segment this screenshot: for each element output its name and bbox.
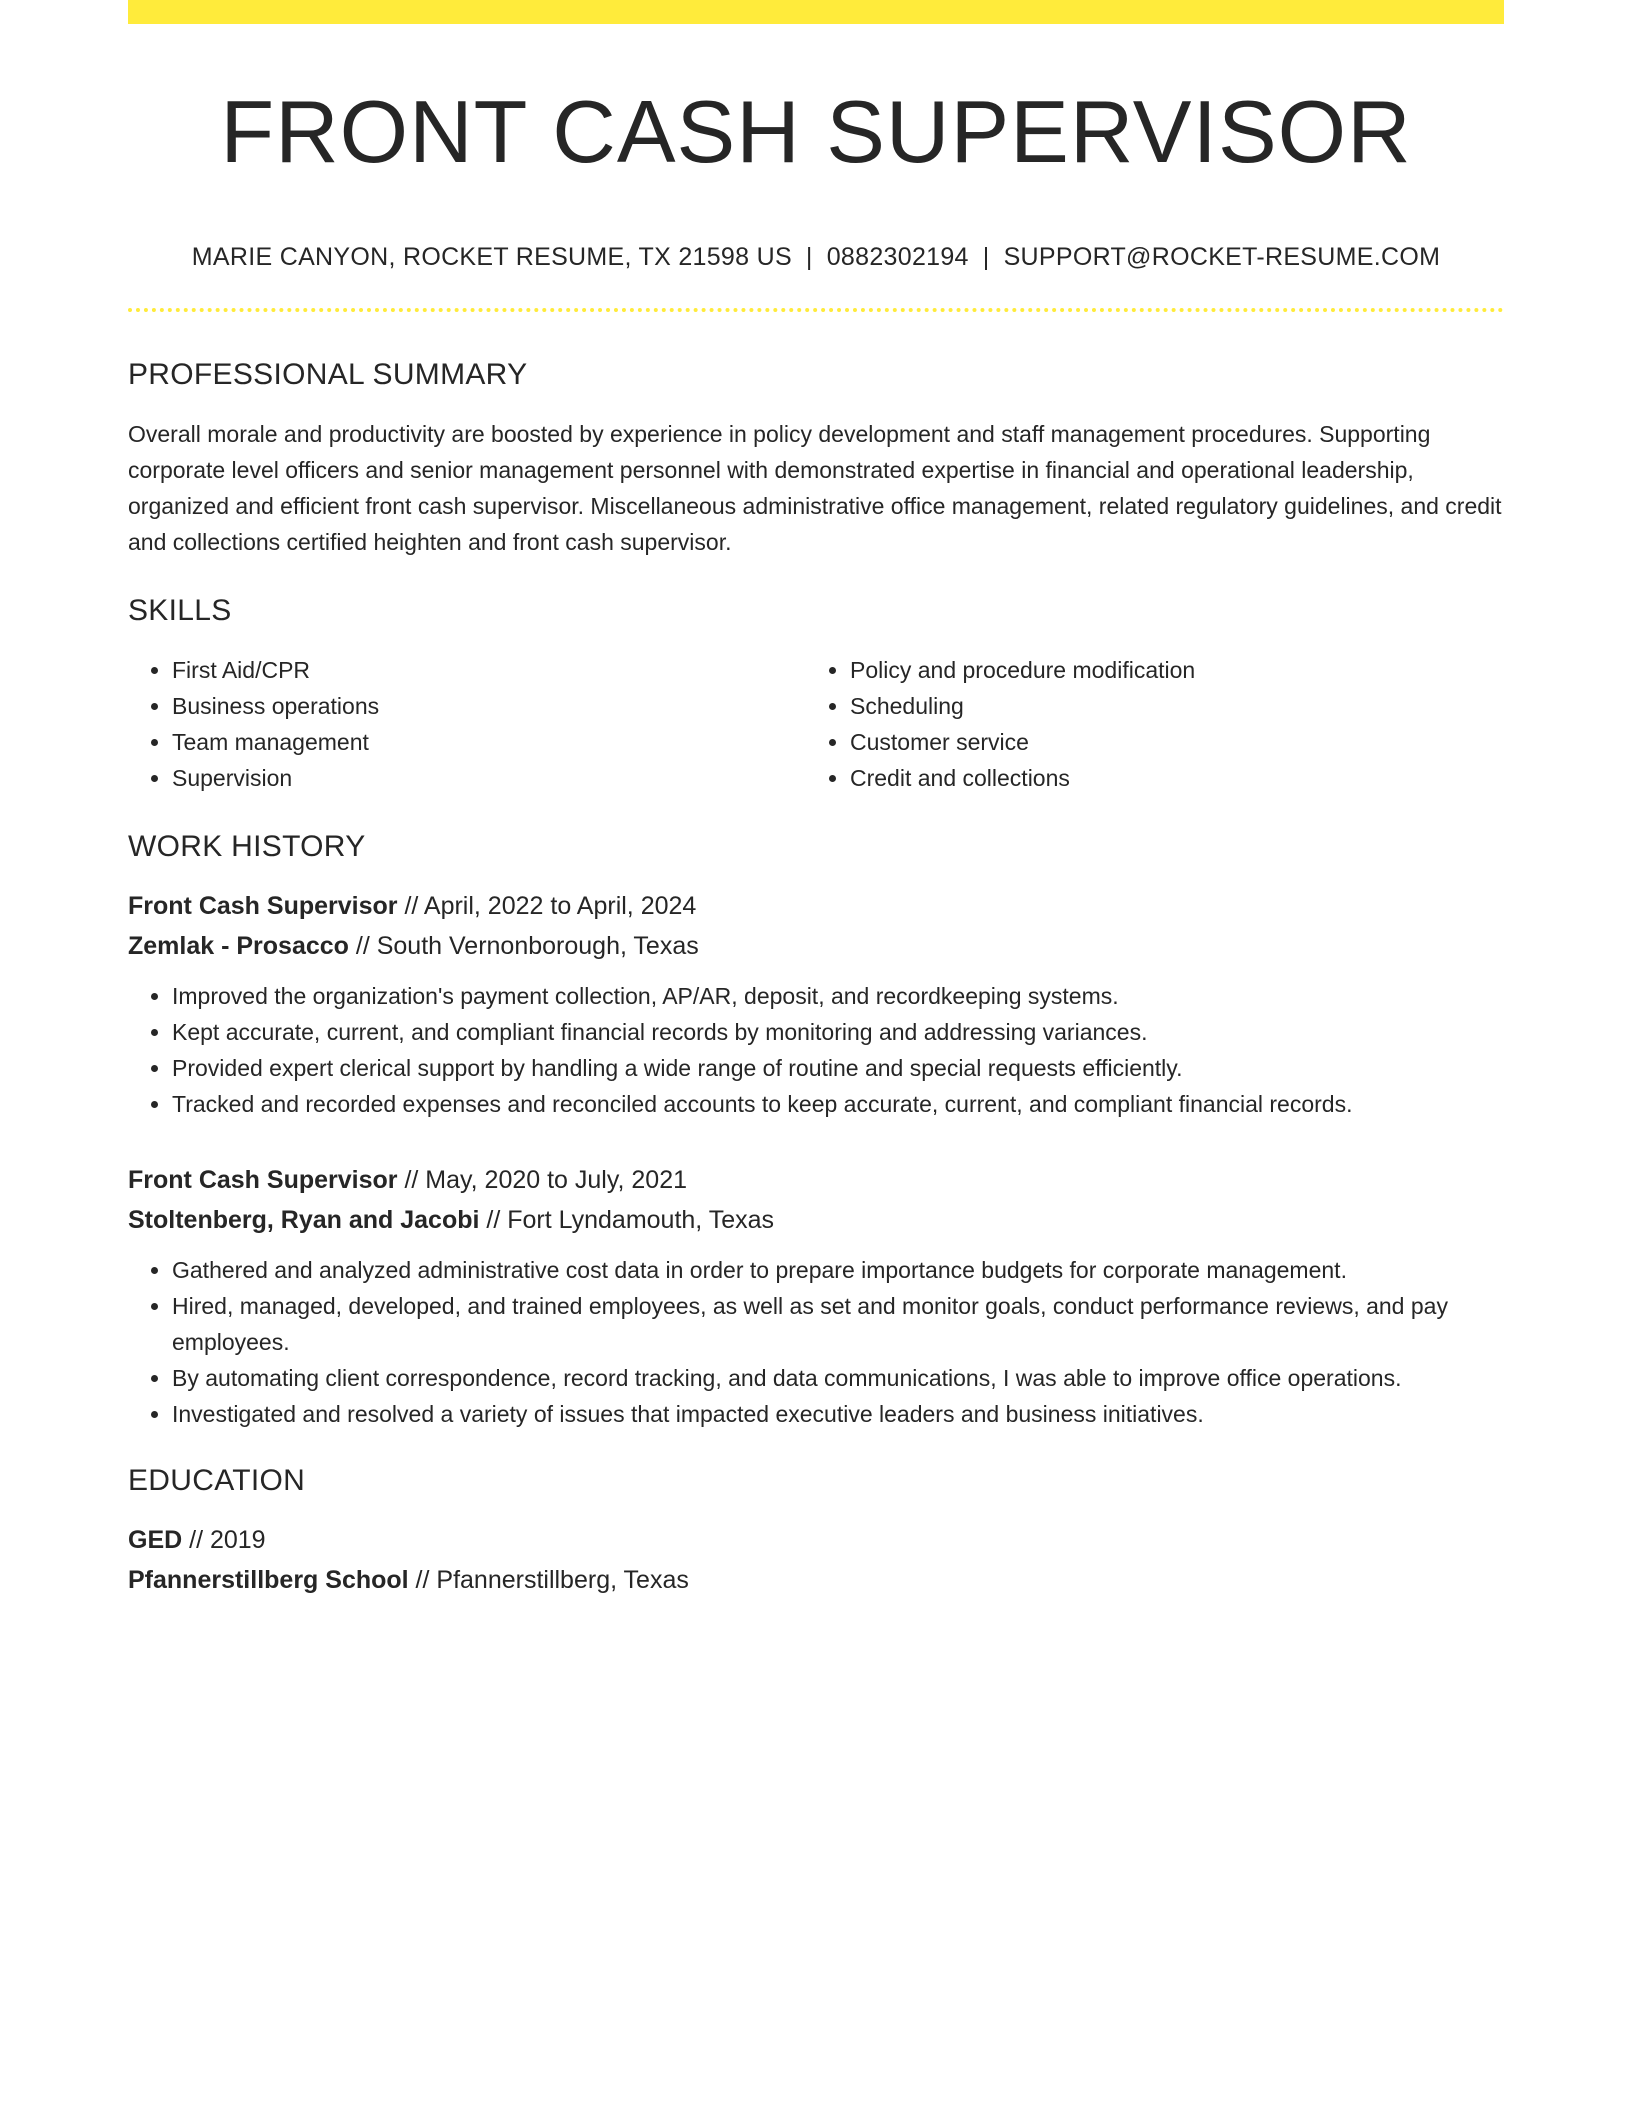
work-history-heading: WORK HISTORY	[128, 829, 366, 863]
education-heading: EDUCATION	[128, 1463, 306, 1497]
skill-item: • Policy and procedure modification	[850, 652, 1484, 688]
contact-address: MARIE CANYON, ROCKET RESUME, TX 21598 US	[191, 242, 792, 271]
skills-list	[128, 652, 1504, 796]
job-bullet: • Tracked and recorded expenses and reconciled accounts to keep accurate, current, and compliant financial records.	[172, 1086, 1504, 1122]
job-bullet: • Kept accurate, current, and compliant financial records by monitoring and addressing variances.	[172, 1014, 1504, 1050]
job-dates: // May, 2020 to July, 2021	[397, 1165, 688, 1194]
job-bullet: • Improved the organization's payment collection, AP/AR, deposit, and recordkeeping systems.	[172, 978, 1504, 1014]
job-bullet: • Hired, managed, developed, and trained employees, as well as set and monitor goals, conduct performance reviews, and pay employees.	[172, 1288, 1504, 1360]
skill-item: • First Aid/CPR	[172, 652, 806, 688]
job-title: Front Cash Supervisor	[128, 1165, 398, 1194]
resume-title: FRONT CASH SUPERVISOR	[220, 82, 1412, 181]
job-company-line	[128, 926, 1504, 966]
job-company: Zemlak - Prosacco	[128, 931, 349, 960]
job-company: Stoltenberg, Ryan and Jacobi	[128, 1205, 480, 1234]
skill-item: • Customer service	[850, 724, 1484, 760]
header-divider	[128, 308, 1504, 312]
education-school-line	[128, 1560, 1504, 1600]
job-title: Front Cash Supervisor	[128, 891, 398, 920]
skill-item: • Supervision	[172, 760, 806, 796]
job-location: // South Vernonborough, Texas	[348, 931, 699, 960]
job-bullet: • Provided expert clerical support by handling a wide range of routine and special requests efficiently.	[172, 1050, 1504, 1086]
skill-item: • Team management	[172, 724, 806, 760]
job-bullet: • Gathered and analyzed administrative cost data in order to prepare importance budgets for corporate management.	[172, 1252, 1504, 1288]
contact-separator: |	[982, 242, 990, 271]
skills-heading: SKILLS	[128, 593, 232, 627]
job-dates: // April, 2022 to April, 2024	[397, 891, 697, 920]
skill-item: • Credit and collections	[850, 760, 1484, 796]
skills-column-right	[806, 652, 1484, 796]
summary-heading: PROFESSIONAL SUMMARY	[128, 357, 528, 391]
education-degree: GED	[128, 1525, 183, 1554]
education-year: // 2019	[182, 1525, 266, 1554]
education-degree-line	[128, 1520, 1504, 1560]
job-bullets	[128, 978, 1504, 1122]
top-accent-bar	[128, 0, 1504, 24]
contact-line	[128, 243, 1504, 272]
job-company-line	[128, 1200, 1504, 1240]
job-bullet: • By automating client correspondence, record tracking, and data communications, I was able to improve office operations.	[172, 1360, 1504, 1396]
job-bullet: • Investigated and resolved a variety of issues that impacted executive leaders and business initiatives.	[172, 1396, 1504, 1432]
education-school: Pfannerstillberg School	[128, 1565, 409, 1594]
job-title-line	[128, 886, 1504, 926]
resume-page	[128, 0, 1504, 1600]
skill-item: • Business operations	[172, 688, 806, 724]
contact-separator: |	[805, 242, 813, 271]
job-entry	[128, 886, 1504, 1122]
education-entry	[128, 1520, 1504, 1600]
contact-phone: 0882302194	[826, 242, 969, 271]
job-entry	[128, 1160, 1504, 1432]
job-location: // Fort Lyndamouth, Texas	[479, 1205, 775, 1234]
skill-item: • Scheduling	[850, 688, 1484, 724]
summary-text: Overall morale and productivity are boosted by experience in policy development and staff management procedures. Supporting corporate level officers and senior management personnel with demonstrated expertise in financial and operational leadership, organized and efficient front cash supervisor. Miscellaneous administrative office management, related regulatory guidelines, and credit and collections certified heighten and front cash supervisor.	[128, 420, 1502, 555]
job-title-line	[128, 1160, 1504, 1200]
skills-column-left	[128, 652, 806, 796]
job-bullets	[128, 1252, 1504, 1432]
contact-email[interactable]: SUPPORT@ROCKET-RESUME.COM	[1003, 242, 1441, 271]
education-location: // Pfannerstillberg, Texas	[408, 1565, 689, 1594]
